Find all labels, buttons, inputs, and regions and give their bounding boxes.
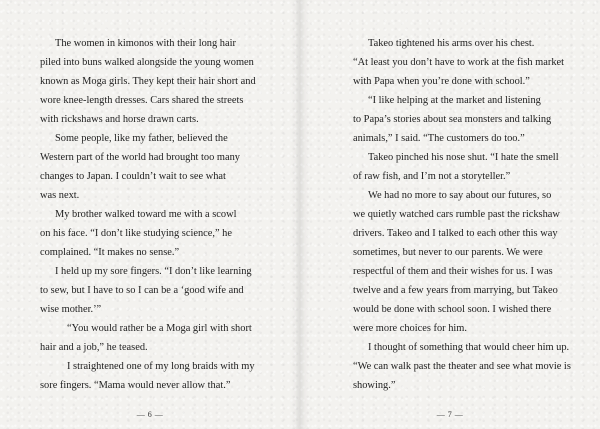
text-line: changes to Japan. I couldn’t wait to see what: [40, 171, 226, 182]
text-line: I held up my sore fingers. “I don’t like learning: [55, 266, 252, 277]
text-line: “At least you don’t have to work at the fish market: [353, 57, 565, 68]
text-line: twelve and a few years from marrying, but Takeo: [353, 285, 558, 296]
text-line: Takeo pinched his nose shut. “I hate the smell: [368, 152, 559, 163]
text-line: wore knee-length dresses. Cars shared the streets: [40, 95, 244, 106]
right-page: [300, 0, 600, 429]
text-line: wise mother.’”: [40, 304, 102, 315]
text-line: We had no more to say about our futures, so: [368, 190, 552, 201]
text-line: “You would rather be a Moga girl with short: [67, 323, 252, 334]
text-line: “We can walk past the theater and see what movie is: [353, 361, 571, 372]
page-number: — 6 —: [136, 410, 164, 419]
text-line: known as Moga girls. They kept their hair short and: [40, 76, 256, 87]
text-line: were more choices for him.: [353, 323, 467, 334]
text-line: of raw fish, and I’m not a storyteller.”: [353, 171, 511, 182]
text-line: I thought of something that would cheer him up.: [368, 342, 570, 353]
text-line: with rickshaws and horse drawn carts.: [40, 114, 199, 125]
text-line: Some people, like my father, believed the: [55, 133, 228, 144]
text-line: was next.: [40, 190, 80, 201]
text-line: on his face. “I don’t like studying science,” he: [40, 228, 232, 239]
text-line: hair and a job,” he teased.: [40, 342, 148, 353]
text-line: sore fingers. “Mama would never allow that.”: [40, 380, 231, 391]
text-line: we quietly watched cars rumble past the rickshaw: [353, 209, 560, 220]
text-line: complained. “It makes no sense.”: [40, 247, 180, 258]
text-line: Takeo tightened his arms over his chest.: [368, 38, 535, 49]
text-line: showing.”: [353, 380, 396, 391]
text-line: “I like helping at the market and listening: [368, 95, 541, 106]
text-line: would be done with school soon. I wished there: [353, 304, 552, 315]
text-line: to sew, but I have to so I can be a ‘good wife and: [40, 285, 244, 296]
text-line: The women in kimonos with their long hair: [55, 38, 236, 49]
text-line: Western part of the world had brought too many: [40, 152, 240, 163]
text-line: piled into buns walked alongside the young women: [40, 57, 254, 68]
text-line: My brother walked toward me with a scowl: [55, 209, 237, 220]
page-number: — 7 —: [436, 410, 464, 419]
right-page-text: [353, 34, 571, 395]
text-line: with Papa when you’re done with school.”: [353, 76, 530, 87]
text-line: to Papa’s stories about sea monsters and talking: [353, 114, 552, 125]
left-page-text: [40, 34, 256, 395]
text-line: respectful of them and their wishes for us. I was: [353, 266, 553, 277]
text-line: I straightened one of my long braids with my: [67, 361, 255, 372]
text-line: animals,” I said. “The customers do too.”: [353, 133, 525, 144]
text-line: sometimes, but never to our parents. We were: [353, 247, 543, 258]
text-line: drivers. Takeo and I talked to each other this way: [353, 228, 558, 239]
